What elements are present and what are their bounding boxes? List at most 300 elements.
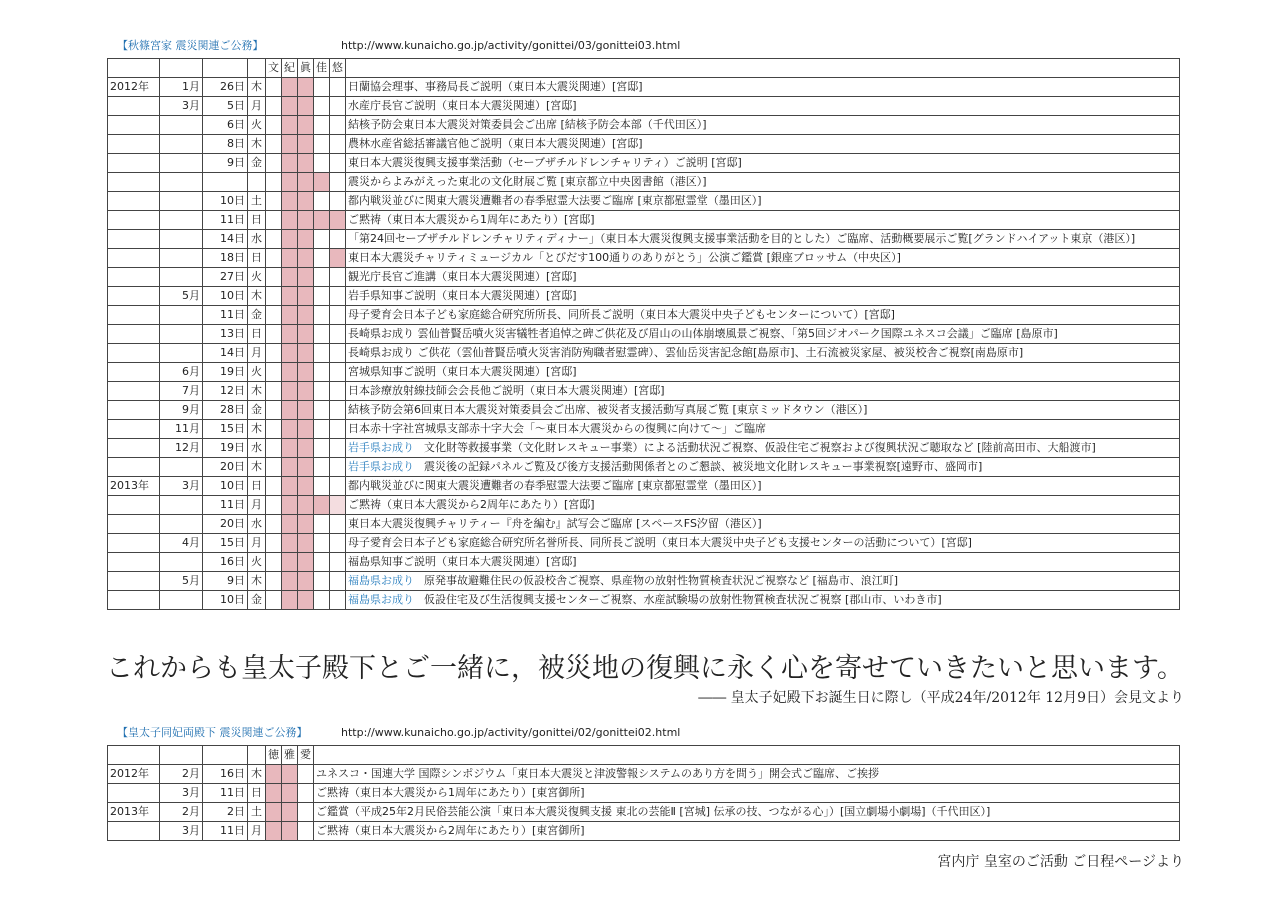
cell-wd: 金	[248, 591, 266, 610]
flag-cell	[314, 287, 330, 306]
flag-cell	[266, 553, 282, 572]
source-footer: 宮内庁 皇室のご活動 ご日程ページより	[937, 854, 1184, 870]
flag-cell	[298, 363, 314, 382]
cell-day: 20日	[203, 458, 248, 477]
prefecture-visit-link[interactable]: 福島県お成り	[348, 593, 414, 606]
flag-cell	[266, 344, 282, 363]
flag-cell	[266, 173, 282, 192]
table-row	[108, 306, 1180, 325]
cell-day: 20日	[203, 515, 248, 534]
cell-year	[108, 784, 160, 803]
cell-wd: 木	[248, 78, 266, 97]
cell-wd: 火	[248, 268, 266, 287]
cell-year	[108, 116, 160, 135]
header-blank-cell	[108, 59, 160, 78]
description-text: 農林水産省総括審議官他ご説明（東日本大震災関連）[宮邸]	[348, 137, 643, 150]
cell-month	[160, 116, 203, 135]
section1-label: 【秋篠宮家 震災関連ご公務】	[117, 39, 264, 52]
cell-day: 9日	[203, 572, 248, 591]
cell-day: 10日	[203, 192, 248, 211]
flag-cell	[266, 784, 282, 803]
cell-year	[108, 154, 160, 173]
table-row	[108, 553, 1180, 572]
flag-cell	[330, 154, 346, 173]
table-row	[108, 287, 1180, 306]
description-text: 日本赤十字社宮城県支部赤十字大会「～東日本大震災からの復興に向けて～」ご臨席	[348, 422, 766, 435]
cell-wd: 火	[248, 116, 266, 135]
cell-month	[160, 135, 203, 154]
flag-cell	[266, 249, 282, 268]
cell-wd: 日	[248, 249, 266, 268]
flag-cell	[314, 135, 330, 154]
cell-description	[346, 154, 1180, 173]
flag-cell	[314, 363, 330, 382]
cell-month	[160, 325, 203, 344]
section2-label: 【皇太子同妃両殿下 震災関連ご公務】	[117, 726, 308, 739]
cell-description	[346, 496, 1180, 515]
header-blank-cell	[314, 746, 1180, 765]
flag-header: 眞	[298, 59, 314, 78]
flag-cell	[314, 382, 330, 401]
cell-wd: 木	[248, 287, 266, 306]
cell-day: 26日	[203, 78, 248, 97]
flag-cell	[330, 306, 346, 325]
cell-day: 15日	[203, 534, 248, 553]
table-row	[108, 496, 1180, 515]
table-row	[108, 97, 1180, 116]
cell-month	[160, 154, 203, 173]
cell-wd: 水	[248, 439, 266, 458]
flag-cell	[330, 249, 346, 268]
flag-cell	[266, 572, 282, 591]
cell-year	[108, 822, 160, 841]
cell-year	[108, 496, 160, 515]
flag-cell	[298, 553, 314, 572]
description-text: 母子愛育会日本子ども家庭総合研究所名誉所長、同所長ご説明（東日本大震災中央子ども支援センターの活動について）[宮邸]	[348, 536, 972, 549]
flag-cell	[266, 287, 282, 306]
table-row	[108, 382, 1180, 401]
flag-cell	[314, 306, 330, 325]
flag-cell	[298, 268, 314, 287]
table-row	[108, 192, 1180, 211]
flag-cell	[330, 287, 346, 306]
header-blank-cell	[248, 746, 266, 765]
table-row	[108, 268, 1180, 287]
cell-description	[346, 420, 1180, 439]
cell-description	[346, 439, 1180, 458]
cell-year	[108, 534, 160, 553]
prefecture-visit-link[interactable]: 福島県お成り	[348, 574, 414, 587]
flag-header: 佳	[314, 59, 330, 78]
table-row	[108, 230, 1180, 249]
flag-cell	[282, 496, 298, 515]
cell-month	[160, 306, 203, 325]
table-row	[108, 135, 1180, 154]
cell-year: 2012年	[108, 78, 160, 97]
flag-cell	[282, 116, 298, 135]
flag-cell	[330, 515, 346, 534]
flag-cell	[330, 344, 346, 363]
cell-month: 5月	[160, 287, 203, 306]
flag-cell	[282, 249, 298, 268]
flag-cell	[298, 325, 314, 344]
cell-description	[314, 803, 1180, 822]
table-row	[108, 344, 1180, 363]
flag-cell	[266, 515, 282, 534]
description-text: 「第24回セーブザチルドレンチャリティディナー」（東日本大震災復興支援事業活動を目的とした）ご臨席、活動概要展示ご覧[グランドハイアット東京（港区）]	[348, 232, 1136, 245]
flag-cell	[330, 192, 346, 211]
flag-cell	[266, 591, 282, 610]
flag-cell	[282, 154, 298, 173]
flag-cell	[314, 534, 330, 553]
table-row	[108, 249, 1180, 268]
cell-wd: 金	[248, 306, 266, 325]
cell-description	[346, 325, 1180, 344]
flag-cell	[282, 822, 298, 841]
cell-year	[108, 382, 160, 401]
flag-header: 雅	[282, 746, 298, 765]
flag-cell	[266, 268, 282, 287]
cell-description	[314, 784, 1180, 803]
flag-cell	[282, 230, 298, 249]
flag-cell	[298, 306, 314, 325]
cell-month: 3月	[160, 784, 203, 803]
cell-description	[346, 572, 1180, 591]
table-row	[108, 477, 1180, 496]
flag-cell	[282, 78, 298, 97]
flag-cell	[282, 344, 298, 363]
description-text: 長崎県お成り ご供花（雲仙普賢岳噴火災害消防殉職者慰霊碑）、雲仙岳災害記念館[島原市]、土石流被災家屋、被災校舎ご視察[南島原市]	[348, 346, 1024, 359]
table-row	[108, 784, 1180, 803]
cell-year	[108, 344, 160, 363]
cell-wd: 木	[248, 135, 266, 154]
cell-wd: 月	[248, 97, 266, 116]
flag-header-row	[108, 59, 1180, 78]
flag-cell	[266, 477, 282, 496]
cell-wd: 木	[248, 458, 266, 477]
section2-header	[117, 726, 681, 740]
cell-wd: 木	[248, 382, 266, 401]
cell-year: 2013年	[108, 477, 160, 496]
flag-cell	[314, 477, 330, 496]
flag-cell	[314, 591, 330, 610]
description-text: 日蘭協会理事、事務局長ご説明（東日本大震災関連）[宮邸]	[348, 80, 643, 93]
description-text: 観光庁長官ご進講（東日本大震災関連）[宮邸]	[348, 270, 577, 283]
cell-month: 2月	[160, 765, 203, 784]
description-text: 日本診療放射線技師会会長他ご説明（東日本大震災関連）[宮邸]	[348, 384, 665, 397]
flag-cell	[282, 515, 298, 534]
cell-month: 6月	[160, 363, 203, 382]
table-row	[108, 154, 1180, 173]
header-blank-cell	[203, 746, 248, 765]
cell-year	[108, 211, 160, 230]
cell-description	[346, 268, 1180, 287]
flag-cell	[314, 572, 330, 591]
flag-cell	[330, 534, 346, 553]
flag-cell	[266, 230, 282, 249]
flag-cell	[298, 78, 314, 97]
quote-attribution: ―― 皇太子妃殿下お誕生日に際し（平成24年/2012年 12月9日）会見文より	[698, 690, 1184, 706]
flag-cell	[314, 173, 330, 192]
cell-year	[108, 135, 160, 154]
description-text: 母子愛育会日本子ども家庭総合研究所所長、同所長ご説明（東日本大震災中央子どもセンターについて）[宮邸]	[348, 308, 895, 321]
section1-schedule-table	[107, 58, 1180, 610]
flag-cell	[330, 363, 346, 382]
flag-cell	[282, 363, 298, 382]
cell-wd: 土	[248, 803, 266, 822]
flag-cell	[314, 325, 330, 344]
description-text: 結核予防会東日本大震災対策委員会ご出席 [結核予防会本部（千代田区）]	[348, 118, 707, 131]
flag-header: 紀	[282, 59, 298, 78]
flag-cell	[266, 420, 282, 439]
cell-month: 7月	[160, 382, 203, 401]
cell-day: 10日	[203, 287, 248, 306]
cell-wd: 木	[248, 572, 266, 591]
cell-month: 4月	[160, 534, 203, 553]
table-row	[108, 173, 1180, 192]
flag-cell	[282, 572, 298, 591]
cell-year	[108, 268, 160, 287]
cell-wd: 土	[248, 192, 266, 211]
cell-year	[108, 572, 160, 591]
cell-day: 10日	[203, 591, 248, 610]
flag-cell	[330, 572, 346, 591]
flag-cell	[314, 268, 330, 287]
cell-year	[108, 287, 160, 306]
flag-cell	[282, 268, 298, 287]
flag-cell	[330, 553, 346, 572]
cell-day: 11日	[203, 822, 248, 841]
flag-cell	[282, 784, 298, 803]
cell-day: 11日	[203, 496, 248, 515]
description-text: 震災からよみがえった東北の文化財展ご覧 [東京都立中央図書館（港区）]	[348, 175, 707, 188]
prefecture-visit-link[interactable]: 岩手県お成り	[348, 441, 414, 454]
flag-header: 徳	[266, 746, 282, 765]
flag-cell	[282, 135, 298, 154]
cell-wd: 金	[248, 401, 266, 420]
flag-cell	[330, 173, 346, 192]
flag-cell	[298, 784, 314, 803]
cell-month	[160, 268, 203, 287]
flag-cell	[298, 420, 314, 439]
description-text: 岩手県知事ご説明（東日本大震災関連）[宮邸]	[348, 289, 577, 302]
header-blank-cell	[160, 59, 203, 78]
cell-description	[346, 458, 1180, 477]
flag-cell	[298, 822, 314, 841]
flag-cell	[298, 287, 314, 306]
section1-header	[117, 39, 681, 53]
flag-cell	[314, 211, 330, 230]
flag-cell	[266, 382, 282, 401]
flag-cell	[298, 135, 314, 154]
cell-wd: 日	[248, 211, 266, 230]
table-row	[108, 803, 1180, 822]
flag-cell	[330, 382, 346, 401]
table-row	[108, 78, 1180, 97]
flag-cell	[298, 154, 314, 173]
header-blank-cell	[346, 59, 1180, 78]
description-text: 震災後の記録パネルご覧及び後方支援活動関係者とのご懇談、被災地文化財レスキュー事業視察[遠野市、盛岡市]	[424, 460, 983, 473]
cell-day: 18日	[203, 249, 248, 268]
cell-year	[108, 439, 160, 458]
cell-description	[346, 287, 1180, 306]
cell-month	[160, 344, 203, 363]
cell-wd	[248, 173, 266, 192]
flag-cell	[330, 477, 346, 496]
flag-cell	[298, 382, 314, 401]
flag-cell	[298, 591, 314, 610]
cell-day: 16日	[203, 553, 248, 572]
cell-description	[346, 173, 1180, 192]
cell-year	[108, 420, 160, 439]
flag-cell	[330, 439, 346, 458]
flag-cell	[314, 420, 330, 439]
table-row	[108, 591, 1180, 610]
flag-cell	[330, 211, 346, 230]
cell-description	[346, 249, 1180, 268]
flag-cell	[330, 78, 346, 97]
flag-cell	[298, 765, 314, 784]
cell-month: 1月	[160, 78, 203, 97]
flag-header: 愛	[298, 746, 314, 765]
flag-cell	[330, 97, 346, 116]
flag-cell	[266, 458, 282, 477]
cell-description	[346, 230, 1180, 249]
description-text: ご黙祷（東日本大震災から2周年にあたり）[東宮御所]	[316, 824, 585, 837]
cell-month	[160, 173, 203, 192]
flag-cell	[314, 553, 330, 572]
flag-cell	[298, 344, 314, 363]
cell-year	[108, 97, 160, 116]
cell-year	[108, 325, 160, 344]
table-row	[108, 534, 1180, 553]
cell-description	[346, 553, 1180, 572]
flag-cell	[314, 401, 330, 420]
section2-url[interactable]: http://www.kunaicho.go.jp/activity/gonittei/02/gonittei02.html	[341, 726, 681, 739]
cell-wd: 日	[248, 784, 266, 803]
flag-cell	[314, 230, 330, 249]
description-text: 東日本大震災チャリティミュージカル「とびだす100通りのありがとう」公演ご鑑賞 [銀座ブロッサム（中央区）]	[348, 251, 901, 264]
prefecture-visit-link[interactable]: 岩手県お成り	[348, 460, 414, 473]
quote-text: これからも皇太子殿下とご一緒に，被災地の復興に永く心を寄せていきたいと思います。	[106, 653, 1184, 684]
cell-year	[108, 249, 160, 268]
description-text: ご黙祷（東日本大震災から1周年にあたり）[宮邸]	[348, 213, 595, 226]
table-row	[108, 515, 1180, 534]
flag-cell	[314, 439, 330, 458]
cell-month	[160, 249, 203, 268]
cell-wd: 月	[248, 822, 266, 841]
flag-cell	[298, 477, 314, 496]
flag-cell	[282, 325, 298, 344]
cell-wd: 日	[248, 477, 266, 496]
flag-cell	[298, 97, 314, 116]
flag-cell	[330, 325, 346, 344]
table-row	[108, 325, 1180, 344]
cell-year	[108, 230, 160, 249]
header-blank-cell	[108, 746, 160, 765]
flag-cell	[282, 591, 298, 610]
description-text: 水産庁長官ご説明（東日本大震災関連）[宮邸]	[348, 99, 577, 112]
cell-day: 11日	[203, 784, 248, 803]
description-text: 文化財等救援事業（文化財レスキュー事業）による活動状況ご視察、仮設住宅ご視察および復興状況ご聴取など [陸前高田市、大船渡市]	[424, 441, 1096, 454]
cell-month	[160, 496, 203, 515]
table-row	[108, 363, 1180, 382]
flag-cell	[314, 344, 330, 363]
flag-cell	[314, 192, 330, 211]
flag-cell	[314, 515, 330, 534]
cell-wd: 火	[248, 363, 266, 382]
flag-cell	[330, 591, 346, 610]
description-text: 仮設住宅及び生活復興支援センターご視察、水産試験場の放射性物質検査状況ご視察 [郡山市、いわき市]	[424, 593, 942, 606]
description-text: 長崎県お成り 雲仙普賢岳噴火災害犠牲者追悼之碑ご供花及び眉山の山体崩壊風景ご視察、「第5回ジオパーク国際ユネスコ会議」ご臨席 [島原市]	[348, 327, 1058, 340]
cell-month	[160, 553, 203, 572]
flag-cell	[314, 116, 330, 135]
description-text: ご鑑賞（平成25年2月民俗芸能公演「東日本大震災復興支援 東北の芸能Ⅱ [宮城] 伝承の技、つながる心」）[国立劇場小劇場]（千代田区）]	[316, 805, 991, 818]
flag-cell	[282, 765, 298, 784]
flag-cell	[282, 382, 298, 401]
flag-cell	[266, 325, 282, 344]
cell-year	[108, 192, 160, 211]
cell-wd: 水	[248, 230, 266, 249]
header-blank-cell	[203, 59, 248, 78]
cell-day: 27日	[203, 268, 248, 287]
cell-wd: 水	[248, 515, 266, 534]
flag-cell	[266, 78, 282, 97]
description-text: 原発事故避難住民の仮設校舎ご視察、県産物の放射性物質検査状況ご視察など [福島市、浪江町]	[424, 574, 899, 587]
flag-cell	[266, 439, 282, 458]
cell-day: 6日	[203, 116, 248, 135]
cell-day: 15日	[203, 420, 248, 439]
flag-cell	[314, 249, 330, 268]
flag-cell	[266, 211, 282, 230]
flag-cell	[330, 420, 346, 439]
flag-cell	[298, 401, 314, 420]
cell-month	[160, 230, 203, 249]
flag-cell	[298, 230, 314, 249]
cell-year	[108, 306, 160, 325]
flag-cell	[298, 173, 314, 192]
cell-year	[108, 553, 160, 572]
flag-cell	[314, 97, 330, 116]
flag-cell	[266, 116, 282, 135]
cell-description	[346, 363, 1180, 382]
flag-cell	[282, 420, 298, 439]
cell-wd: 木	[248, 420, 266, 439]
table-row	[108, 116, 1180, 135]
flag-cell	[298, 803, 314, 822]
cell-description	[346, 97, 1180, 116]
flag-cell	[282, 401, 298, 420]
description-text: 東日本大震災復興支援事業活動（セーブザチルドレンチャリティ）ご説明 [宮邸]	[348, 156, 742, 169]
cell-year	[108, 173, 160, 192]
cell-description	[346, 401, 1180, 420]
flag-cell	[298, 496, 314, 515]
flag-cell	[282, 803, 298, 822]
description-text: 福島県知事ご説明（東日本大震災関連）[宮邸]	[348, 555, 577, 568]
flag-cell	[282, 211, 298, 230]
flag-cell	[282, 97, 298, 116]
header-blank-cell	[160, 746, 203, 765]
flag-cell	[266, 192, 282, 211]
section1-url[interactable]: http://www.kunaicho.go.jp/activity/gonittei/03/gonittei03.html	[341, 39, 681, 52]
table-row	[108, 458, 1180, 477]
cell-description	[346, 192, 1180, 211]
cell-wd: 月	[248, 534, 266, 553]
cell-day: 19日	[203, 439, 248, 458]
cell-description	[346, 78, 1180, 97]
cell-wd: 日	[248, 325, 266, 344]
cell-month: 12月	[160, 439, 203, 458]
